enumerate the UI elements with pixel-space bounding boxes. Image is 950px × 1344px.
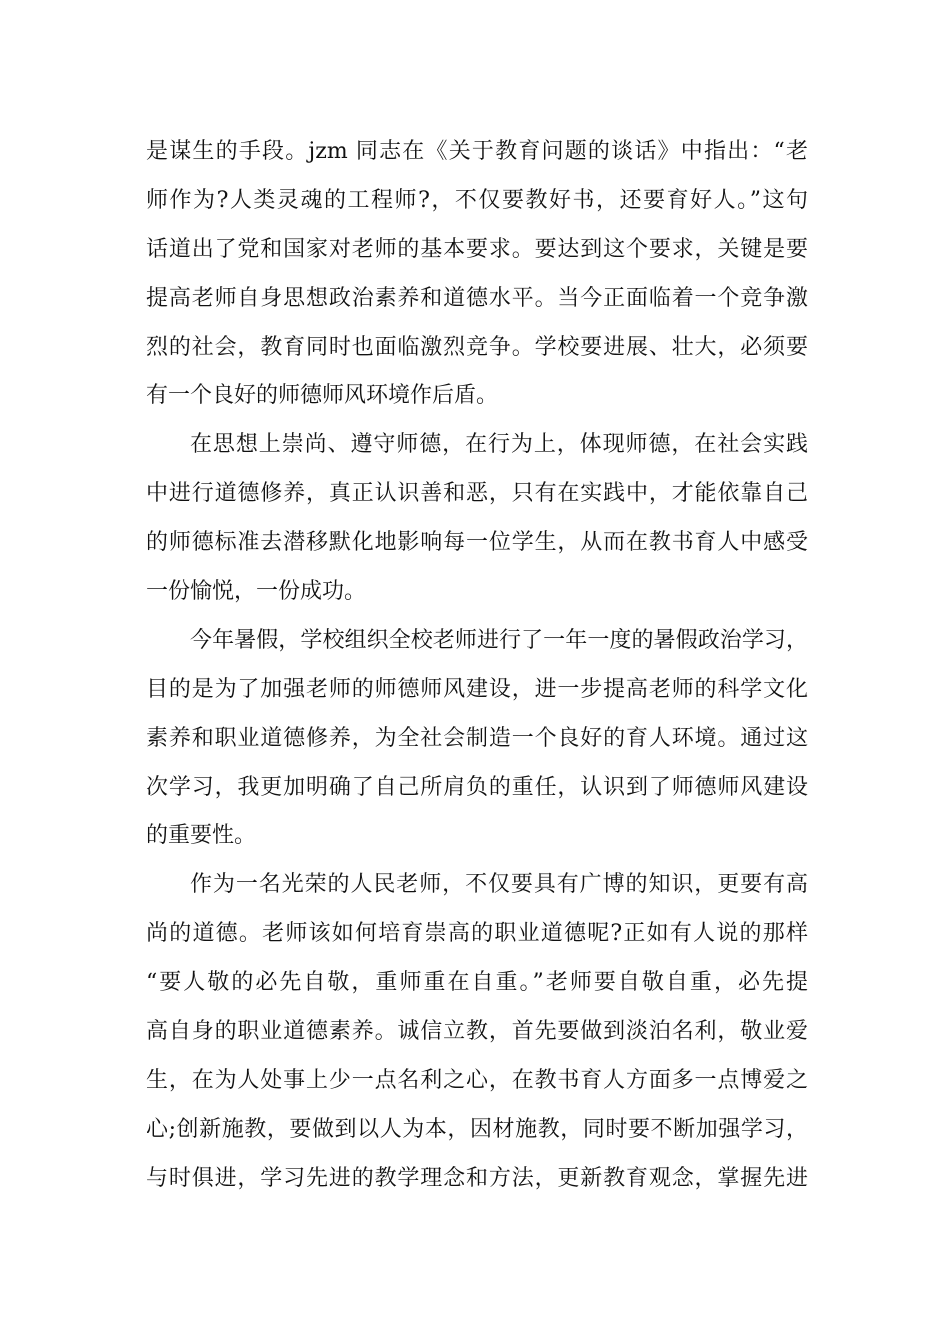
text-line: 今年暑假，学校组织全校老师进行了一年一度的暑假政治学习， bbox=[190, 627, 808, 653]
text-line: 与时俱进，学习先进的教学理念和方法，更新教育观念，掌握先进 bbox=[146, 1165, 808, 1191]
text-line: 话道出了党和国家对老师的基本要求。要达到这个要求，关键是要 bbox=[146, 236, 808, 262]
text-line: 一份愉悦，一份成功。 bbox=[146, 579, 367, 605]
text-line: 素养和职业道德修养，为全社会制造一个良好的育人环境。通过这 bbox=[146, 725, 808, 751]
text-line: 生，在为人处事上少一点名利之心，在教书育人方面多一点博爱之 bbox=[146, 1067, 808, 1093]
text-line: 在思想上崇尚、遵守师德，在行为上，体现师德，在社会实践 bbox=[190, 432, 808, 458]
text-line: 的重要性。 bbox=[146, 823, 257, 849]
text-line: 尚的道德。老师该如何培育崇高的职业道德呢?正如有人说的那样 bbox=[146, 921, 808, 947]
text-line: 中进行道德修养，真正认识善和恶，只有在实践中，才能依靠自己 bbox=[146, 481, 808, 507]
text-line: 目的是为了加强老师的师德师风建设，进一步提高老师的科学文化 bbox=[146, 676, 808, 702]
text-line: 师作为?人类灵魂的工程师?，不仅要教好书，还要育好人。”这句 bbox=[146, 187, 808, 213]
text-line: 有一个良好的师德师风环境作后盾。 bbox=[146, 383, 499, 409]
text-line: 的师德标准去潜移默化地影响每一位学生，从而在教书育人中感受 bbox=[146, 530, 808, 556]
text-line: “要人敬的必先自敬，重师重在自重。”老师要自敬自重，必先提 bbox=[146, 970, 808, 996]
body-text bbox=[146, 128, 808, 1204]
text-line: 次学习，我更加明确了自己所肩负的重任，认识到了师德师风建设 bbox=[146, 774, 808, 800]
text-line: 提高老师自身思想政治素养和道德水平。当今正面临着一个竞争激 bbox=[146, 285, 808, 311]
text-line: 高自身的职业道德素养。诚信立教，首先要做到淡泊名利，敬业爱 bbox=[146, 1019, 808, 1045]
text-line: 作为一名光荣的人民老师，不仅要具有广博的知识，更要有高 bbox=[190, 872, 808, 898]
text-line: 是谋生的手段。jzm 同志在《关于教育问题的谈话》中指出：“老 bbox=[146, 139, 808, 164]
text-line: 心;创新施教，要做到以人为本，因材施教，同时要不断加强学习， bbox=[146, 1116, 808, 1142]
text-line: 烈的社会，教育同时也面临激烈竞争。学校要进展、壮大，必须要 bbox=[146, 334, 808, 360]
